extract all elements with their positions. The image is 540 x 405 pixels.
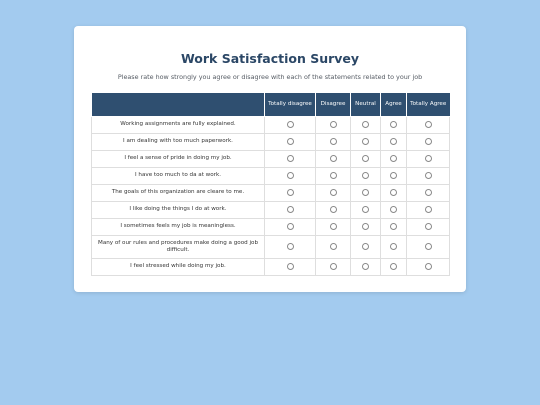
radio-unchecked-icon[interactable] xyxy=(362,189,369,196)
radio-unchecked-icon[interactable] xyxy=(425,121,432,128)
radio-unchecked-icon[interactable] xyxy=(287,138,294,145)
table-row xyxy=(92,167,450,184)
radio-cell xyxy=(316,184,351,201)
radio-cell xyxy=(265,184,316,201)
radio-cell xyxy=(381,235,407,258)
radio-cell xyxy=(265,133,316,150)
radio-cell xyxy=(381,218,407,235)
radio-cell xyxy=(407,235,450,258)
radio-unchecked-icon[interactable] xyxy=(287,263,294,270)
radio-cell xyxy=(381,116,407,133)
radio-cell xyxy=(265,258,316,275)
radio-cell xyxy=(316,201,351,218)
column-header: Agree xyxy=(381,93,407,116)
radio-unchecked-icon[interactable] xyxy=(390,172,397,179)
radio-unchecked-icon[interactable] xyxy=(362,172,369,179)
survey-subtitle: Please rate how strongly you agree or disagree with each of the statements related to your job xyxy=(117,73,423,81)
radio-unchecked-icon[interactable] xyxy=(330,189,337,196)
table-row xyxy=(92,116,450,133)
radio-unchecked-icon[interactable] xyxy=(390,263,397,270)
radio-unchecked-icon[interactable] xyxy=(425,243,432,250)
radio-cell xyxy=(407,184,450,201)
radio-unchecked-icon[interactable] xyxy=(425,155,432,162)
column-header: Totally Agree xyxy=(407,93,450,116)
radio-unchecked-icon[interactable] xyxy=(287,121,294,128)
radio-cell xyxy=(407,167,450,184)
radio-unchecked-icon[interactable] xyxy=(362,138,369,145)
radio-cell xyxy=(351,116,381,133)
radio-cell xyxy=(381,133,407,150)
radio-unchecked-icon[interactable] xyxy=(362,243,369,250)
radio-cell xyxy=(316,218,351,235)
radio-cell xyxy=(265,235,316,258)
statement-label: The goals of this organization are cleare to me. xyxy=(92,184,265,201)
radio-cell xyxy=(265,218,316,235)
radio-unchecked-icon[interactable] xyxy=(390,206,397,213)
radio-cell xyxy=(381,184,407,201)
statement-header xyxy=(92,93,265,116)
radio-unchecked-icon[interactable] xyxy=(330,121,337,128)
radio-unchecked-icon[interactable] xyxy=(425,206,432,213)
radio-unchecked-icon[interactable] xyxy=(390,121,397,128)
table-row xyxy=(92,133,450,150)
radio-cell xyxy=(407,201,450,218)
radio-unchecked-icon[interactable] xyxy=(330,138,337,145)
radio-cell xyxy=(351,218,381,235)
table-row xyxy=(92,201,450,218)
radio-unchecked-icon[interactable] xyxy=(362,263,369,270)
radio-unchecked-icon[interactable] xyxy=(330,223,337,230)
radio-unchecked-icon[interactable] xyxy=(287,223,294,230)
radio-unchecked-icon[interactable] xyxy=(330,263,337,270)
radio-cell xyxy=(381,150,407,167)
radio-unchecked-icon[interactable] xyxy=(287,189,294,196)
radio-cell xyxy=(351,167,381,184)
column-header: Neutral xyxy=(351,93,381,116)
radio-unchecked-icon[interactable] xyxy=(425,223,432,230)
column-header: Disagree xyxy=(316,93,351,116)
radio-cell xyxy=(407,218,450,235)
header-row xyxy=(92,93,450,116)
statement-label: I like doing the things I do at work. xyxy=(92,201,265,218)
radio-cell xyxy=(381,167,407,184)
radio-unchecked-icon[interactable] xyxy=(390,243,397,250)
radio-unchecked-icon[interactable] xyxy=(390,223,397,230)
radio-unchecked-icon[interactable] xyxy=(330,172,337,179)
radio-cell xyxy=(351,258,381,275)
radio-unchecked-icon[interactable] xyxy=(425,189,432,196)
radio-cell xyxy=(316,133,351,150)
radio-unchecked-icon[interactable] xyxy=(390,155,397,162)
column-header: Totally disagree xyxy=(265,93,316,116)
statement-label: I sometimes feels my job is meaningless. xyxy=(92,218,265,235)
radio-cell xyxy=(351,150,381,167)
radio-unchecked-icon[interactable] xyxy=(287,206,294,213)
radio-cell xyxy=(351,201,381,218)
table-row xyxy=(92,235,450,258)
radio-unchecked-icon[interactable] xyxy=(330,206,337,213)
radio-unchecked-icon[interactable] xyxy=(425,263,432,270)
radio-unchecked-icon[interactable] xyxy=(425,138,432,145)
radio-cell xyxy=(265,201,316,218)
statement-label: I have too much to da at work. xyxy=(92,167,265,184)
radio-cell xyxy=(407,150,450,167)
radio-unchecked-icon[interactable] xyxy=(362,206,369,213)
statement-label: Working assignments are fully explained. xyxy=(92,116,265,133)
radio-cell xyxy=(407,116,450,133)
radio-cell xyxy=(316,150,351,167)
radio-cell xyxy=(407,258,450,275)
statement-label: I feel stressed while doing my job. xyxy=(92,258,265,275)
radio-unchecked-icon[interactable] xyxy=(390,189,397,196)
radio-cell xyxy=(265,116,316,133)
table-row xyxy=(92,150,450,167)
radio-unchecked-icon[interactable] xyxy=(287,243,294,250)
radio-cell xyxy=(351,184,381,201)
statement-label: Many of our rules and procedures make doing a good job difficult. xyxy=(92,235,265,258)
table-row xyxy=(92,184,450,201)
radio-unchecked-icon[interactable] xyxy=(362,121,369,128)
survey-card xyxy=(74,26,466,292)
radio-unchecked-icon[interactable] xyxy=(287,172,294,179)
radio-cell xyxy=(381,258,407,275)
radio-cell xyxy=(351,235,381,258)
radio-cell xyxy=(316,116,351,133)
radio-cell xyxy=(316,258,351,275)
radio-cell xyxy=(265,150,316,167)
table-row xyxy=(92,218,450,235)
radio-cell xyxy=(316,235,351,258)
radio-unchecked-icon[interactable] xyxy=(425,172,432,179)
survey-title: Work Satisfaction Survey xyxy=(180,51,360,66)
radio-unchecked-icon[interactable] xyxy=(287,155,294,162)
radio-cell xyxy=(316,167,351,184)
table-row xyxy=(92,258,450,275)
statement-label: I feel a sense of pride in doing my job. xyxy=(92,150,265,167)
radio-cell xyxy=(407,133,450,150)
radio-unchecked-icon[interactable] xyxy=(330,243,337,250)
survey-matrix xyxy=(91,93,450,276)
radio-cell xyxy=(351,133,381,150)
radio-unchecked-icon[interactable] xyxy=(362,155,369,162)
radio-unchecked-icon[interactable] xyxy=(330,155,337,162)
radio-unchecked-icon[interactable] xyxy=(362,223,369,230)
statement-label: I am dealing with too much paperwork. xyxy=(92,133,265,150)
radio-unchecked-icon[interactable] xyxy=(390,138,397,145)
radio-cell xyxy=(381,201,407,218)
radio-cell xyxy=(265,167,316,184)
